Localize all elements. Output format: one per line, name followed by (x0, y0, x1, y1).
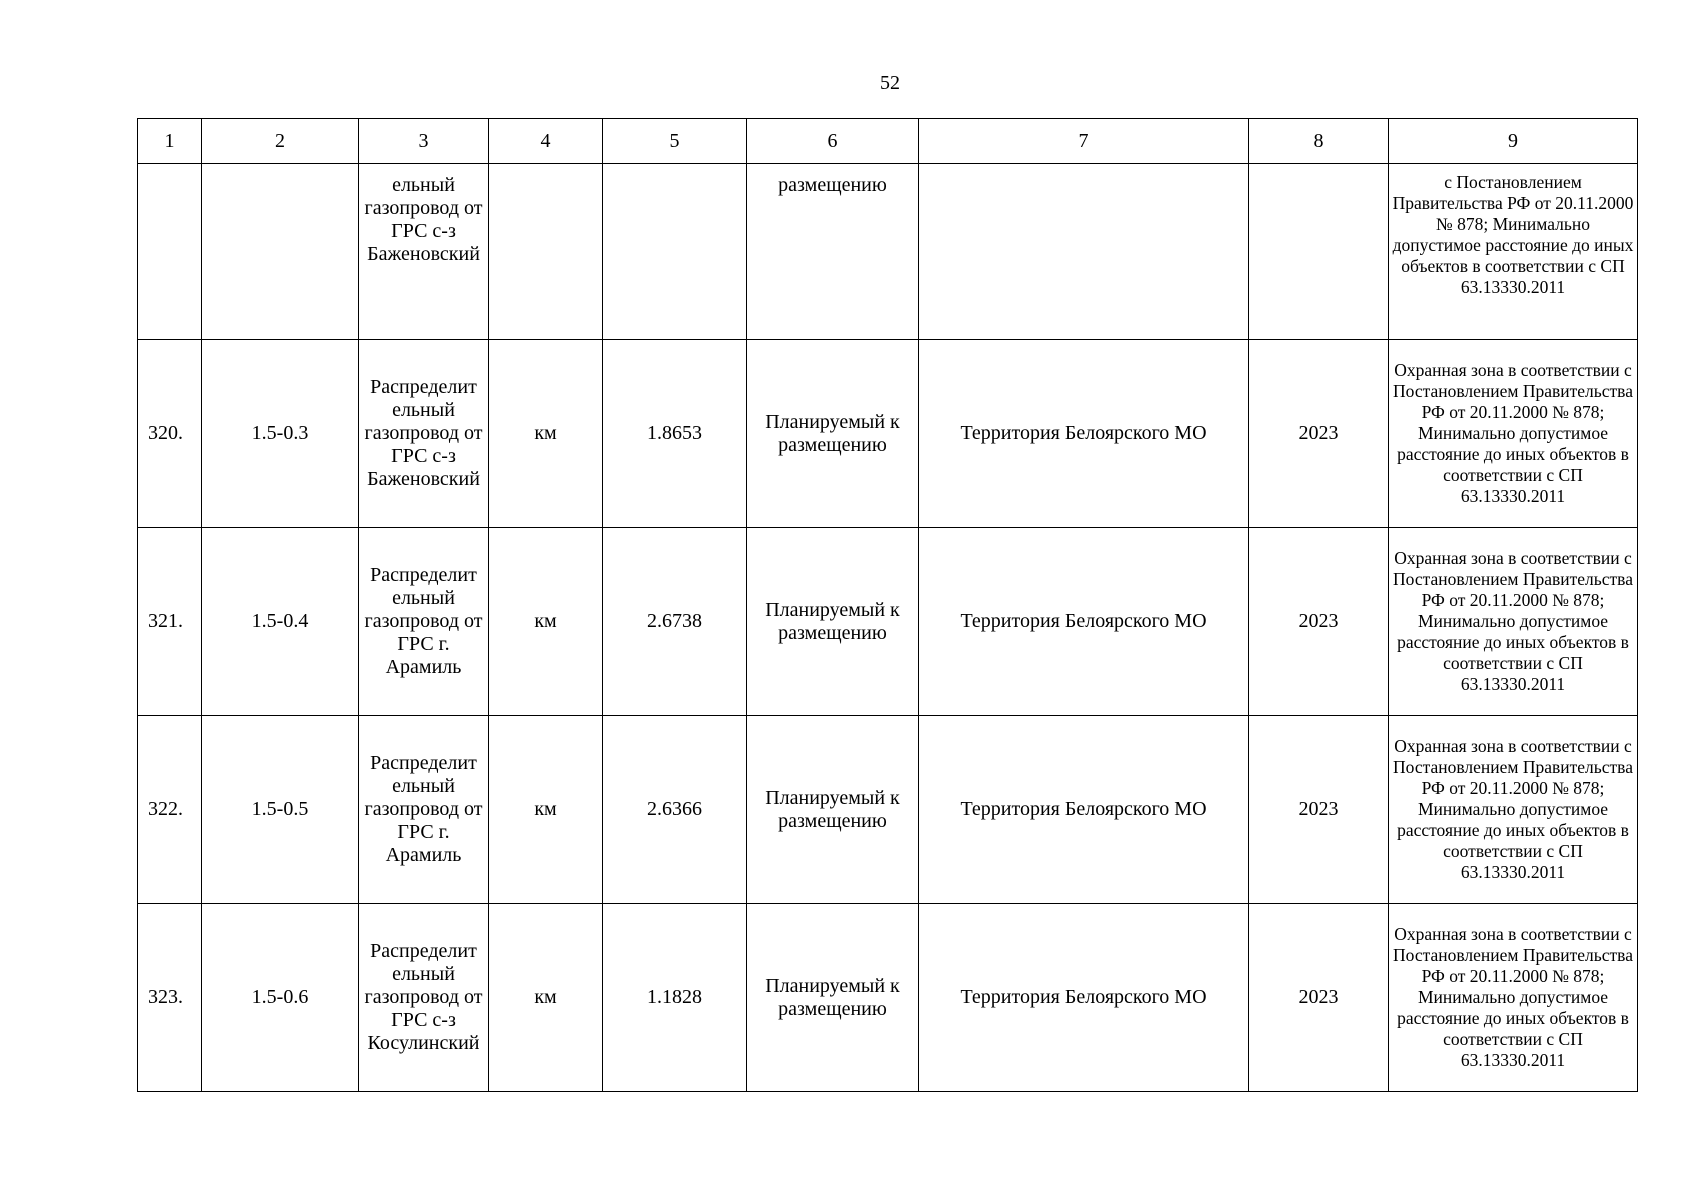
cell-code: 1.5-0.6 (202, 904, 359, 1092)
cell-number (138, 164, 202, 340)
cell-status: размещению (747, 164, 919, 340)
cell-code (202, 164, 359, 340)
column-header: 1 (138, 119, 202, 164)
cell-name: Распределит ельный газопровод от ГРС г. Арамиль (359, 716, 489, 904)
column-header: 5 (603, 119, 747, 164)
cell-status: Планируемый к размещению (747, 904, 919, 1092)
cell-value: 1.8653 (603, 340, 747, 528)
cell-note: Охранная зона в соответствии с Постановлением Правительства РФ от 20.11.2000 № 878; Минимально допустимое расстояние до иных объектов в соответствии с СП 63.13330.2011 (1389, 716, 1638, 904)
cell-name: Распределит ельный газопровод от ГРС с-з Косулинский (359, 904, 489, 1092)
cell-number: 322. (138, 716, 202, 904)
cell-name: Распределит ельный газопровод от ГРС г. Арамиль (359, 528, 489, 716)
cell-territory: Территория Белоярского МО (919, 716, 1249, 904)
cell-status: Планируемый к размещению (747, 716, 919, 904)
cell-value (603, 164, 747, 340)
table-row-continued (138, 164, 1638, 340)
cell-note: Охранная зона в соответствии с Постановлением Правительства РФ от 20.11.2000 № 878; Минимально допустимое расстояние до иных объектов в соответствии с СП 63.13330.2011 (1389, 340, 1638, 528)
cell-name: ельный газопровод от ГРС с-з Баженовский (359, 164, 489, 340)
cell-territory (919, 164, 1249, 340)
cell-number: 323. (138, 904, 202, 1092)
cell-value: 2.6738 (603, 528, 747, 716)
column-header: 2 (202, 119, 359, 164)
cell-code: 1.5-0.4 (202, 528, 359, 716)
cell-value: 2.6366 (603, 716, 747, 904)
page-number: 52 (880, 72, 900, 94)
column-header: 6 (747, 119, 919, 164)
cell-unit: км (489, 716, 603, 904)
cell-status: Планируемый к размещению (747, 528, 919, 716)
cell-number: 321. (138, 528, 202, 716)
cell-year (1249, 164, 1389, 340)
objects-table (137, 118, 1638, 1092)
table-row (138, 340, 1638, 528)
cell-territory: Территория Белоярского МО (919, 904, 1249, 1092)
cell-note: Охранная зона в соответствии с Постановлением Правительства РФ от 20.11.2000 № 878; Минимально допустимое расстояние до иных объектов в соответствии с СП 63.13330.2011 (1389, 904, 1638, 1092)
cell-year: 2023 (1249, 340, 1389, 528)
cell-code: 1.5-0.3 (202, 340, 359, 528)
cell-year: 2023 (1249, 904, 1389, 1092)
table-row (138, 716, 1638, 904)
cell-status: Планируемый к размещению (747, 340, 919, 528)
cell-year: 2023 (1249, 716, 1389, 904)
cell-value: 1.1828 (603, 904, 747, 1092)
cell-code: 1.5-0.5 (202, 716, 359, 904)
table-header-row (138, 119, 1638, 164)
cell-unit: км (489, 340, 603, 528)
cell-note: с Постановлением Правительства РФ от 20.11.2000 № 878; Минимально допустимое расстояние до иных объектов в соответствии с СП 63.13330.2011 (1389, 164, 1638, 340)
cell-number: 320. (138, 340, 202, 528)
cell-territory: Территория Белоярского МО (919, 340, 1249, 528)
table-row (138, 904, 1638, 1092)
cell-unit: км (489, 528, 603, 716)
column-header: 9 (1389, 119, 1638, 164)
column-header: 7 (919, 119, 1249, 164)
cell-year: 2023 (1249, 528, 1389, 716)
cell-name: Распределит ельный газопровод от ГРС с-з Баженовский (359, 340, 489, 528)
column-header: 4 (489, 119, 603, 164)
cell-unit: км (489, 904, 603, 1092)
cell-territory: Территория Белоярского МО (919, 528, 1249, 716)
table-row (138, 528, 1638, 716)
cell-unit (489, 164, 603, 340)
cell-note: Охранная зона в соответствии с Постановлением Правительства РФ от 20.11.2000 № 878; Минимально допустимое расстояние до иных объектов в соответствии с СП 63.13330.2011 (1389, 528, 1638, 716)
column-header: 3 (359, 119, 489, 164)
column-header: 8 (1249, 119, 1389, 164)
